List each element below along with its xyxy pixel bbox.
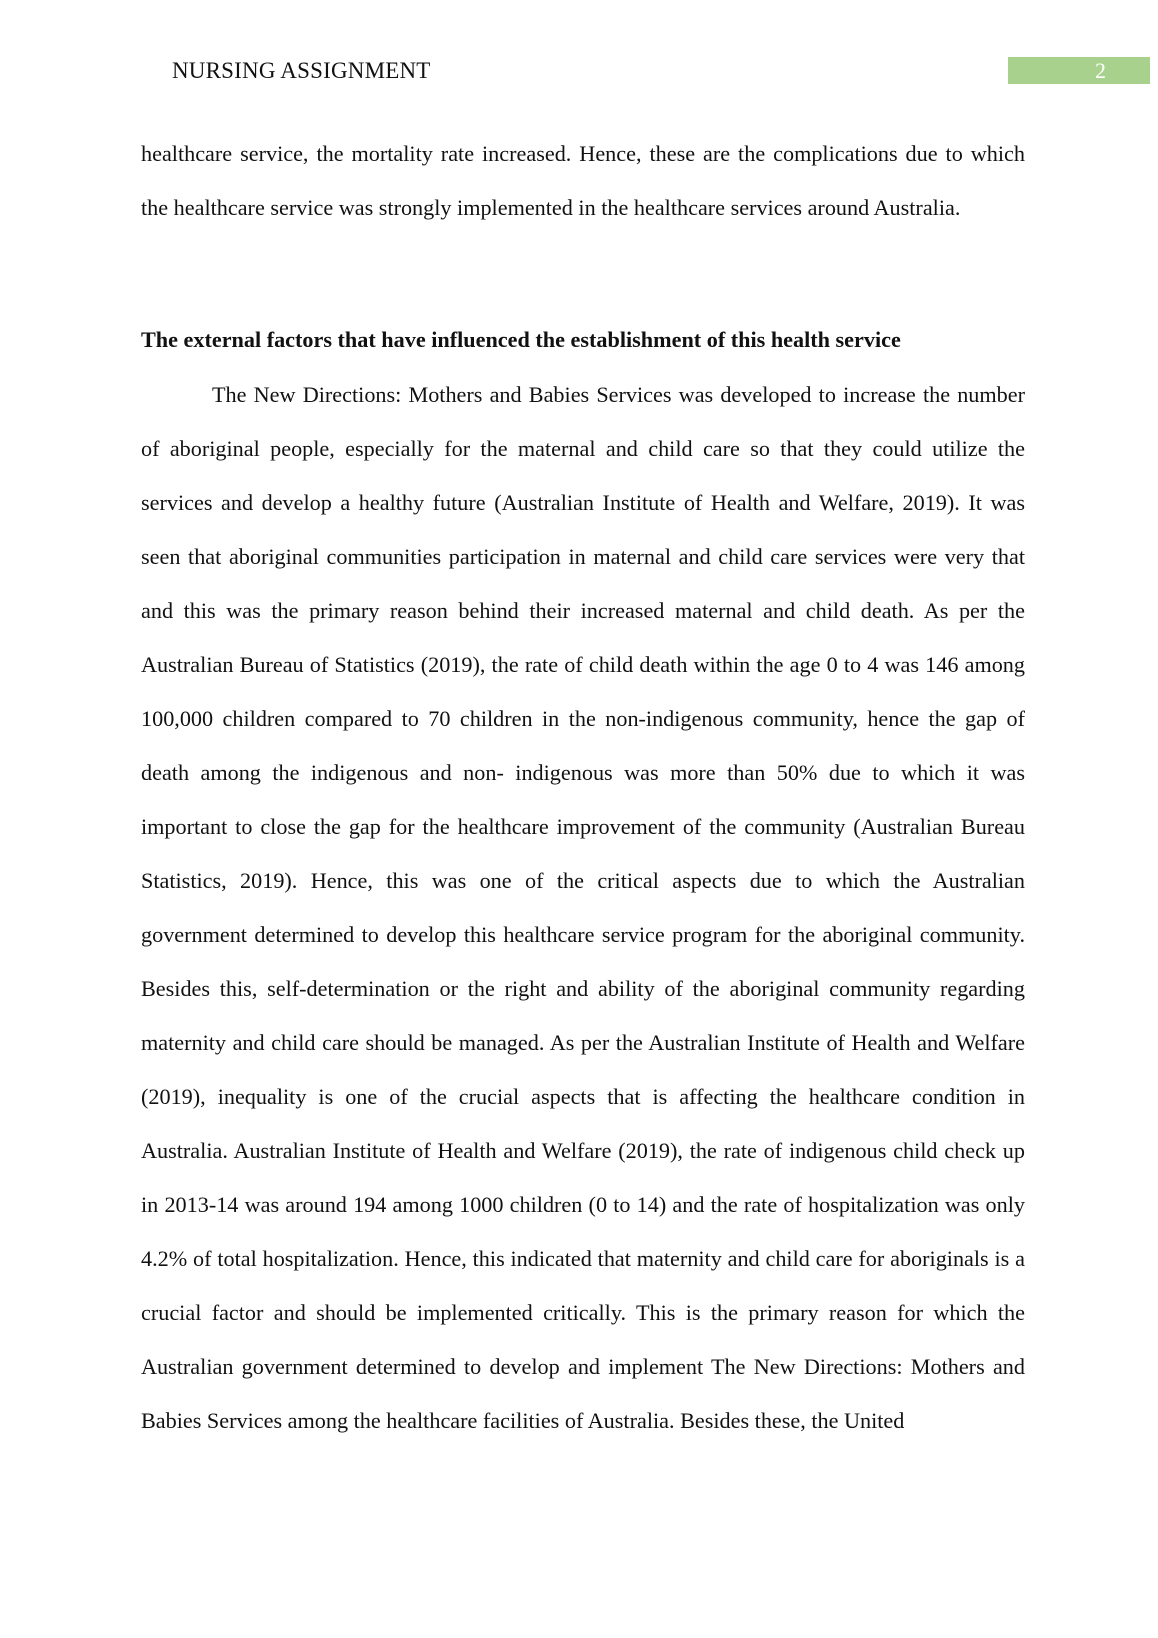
running-header-title: NURSING ASSIGNMENT	[172, 58, 431, 83]
paragraph-continued: healthcare service, the mortality rate increased. Hence, these are the complications due to which the healthcare service was strongly implemented in the healthcare services around Australia.	[141, 141, 1025, 220]
section-heading: The external factors that have influenced the establishment of this health service	[141, 327, 901, 352]
page-number-badge: 2	[1008, 57, 1150, 84]
paragraph-main: The New Directions: Mothers and Babies Services was developed to increase the number of aboriginal people, especially for the maternal and child care so that they could utilize the services and develop a healthy future (Australian Institute of Health and Welfare, 2019). It was seen that aboriginal communities participation in maternal and child care services were very that and this was the primary reason behind their increased maternal and child death. As per the Australian Bureau of Statistics (2019), the rate of child death within the age 0 to 4 was 146 among 100,000 children compared to 70 children in the non-indigenous community, hence the gap of death among the indigenous and non- indigenous was more than 50% due to which it was important to close the gap for the healthcare improvement of the community (Australian Bureau Statistics, 2019). Hence, this was one of the critical aspects due to which the Australian government determined to develop this healthcare service program for the aboriginal community. Besides this, self-determination or the right and ability of the aboriginal community regarding maternity and child care should be managed. As per the Australian Institute of Health and Welfare (2019), inequality is one of the crucial aspects that is affecting the healthcare condition in Australia. Australian Institute of Health and Welfare (2019), the rate of indigenous child check up in 2013-14 was around 194 among 1000 children (0 to 14) and the rate of hospitalization was only 4.2% of total hospitalization. Hence, this indicated that maternity and child care for aboriginals is a crucial factor and should be implemented critically. This is the primary reason for which the Australian government determined to develop and implement The New Directions: Mothers and Babies Services among the healthcare facilities of Australia. Besides these, the United	[141, 382, 1025, 1433]
